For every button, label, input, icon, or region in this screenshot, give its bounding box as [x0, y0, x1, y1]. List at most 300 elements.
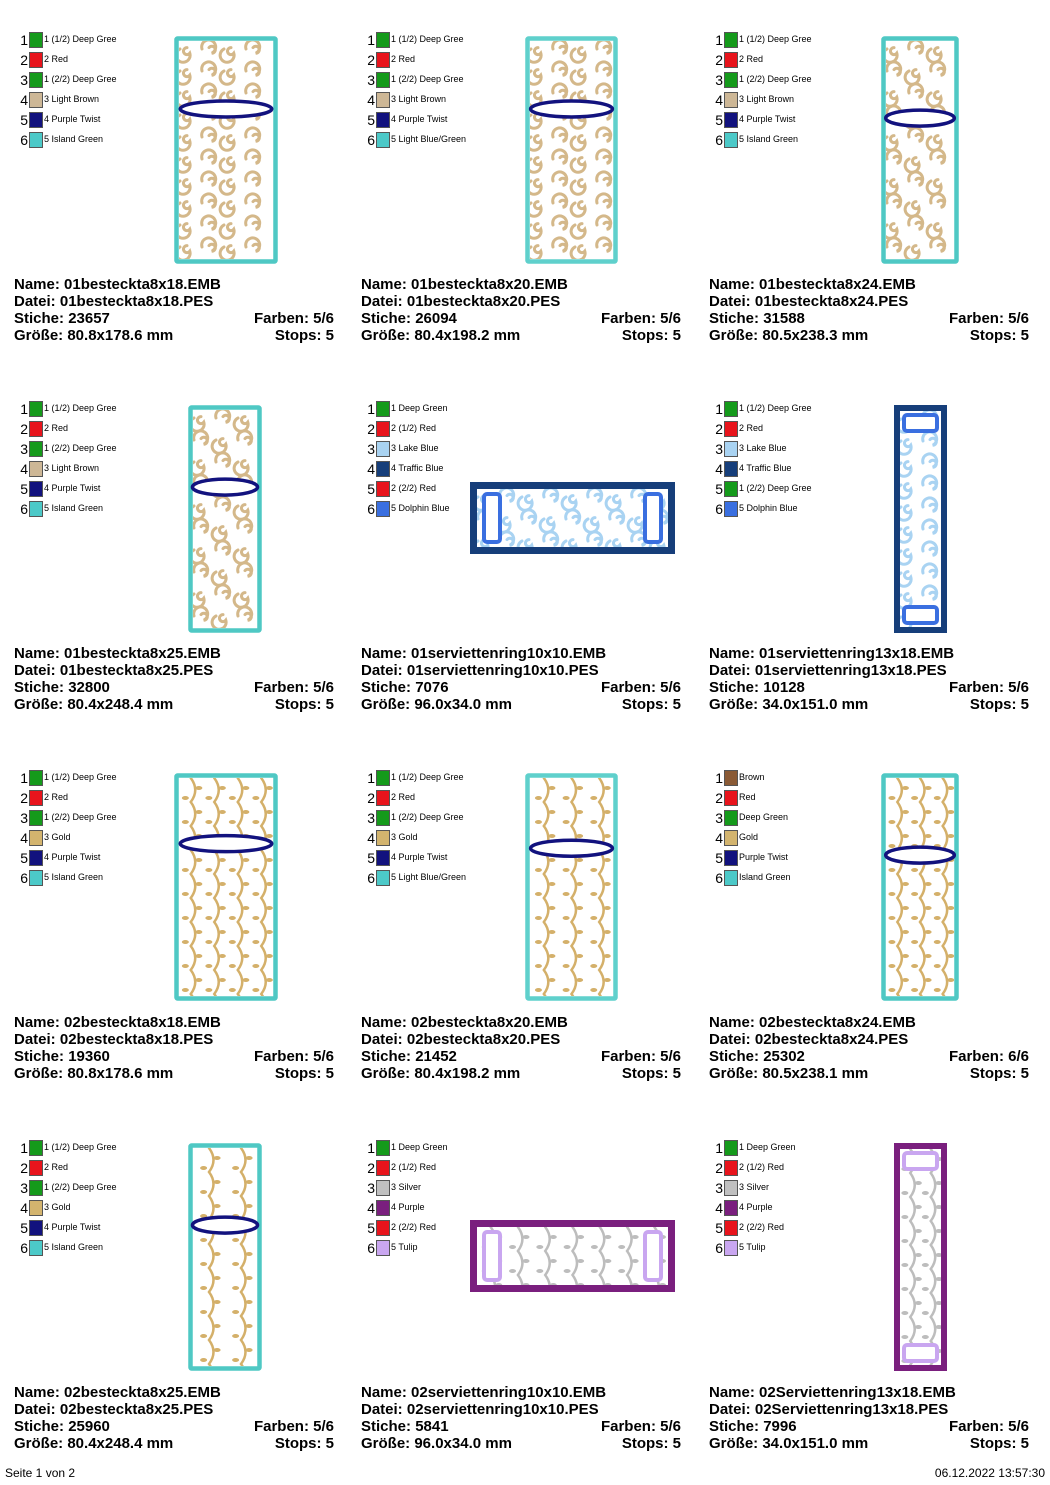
legend-row [365, 399, 515, 419]
name-label: Name: [709, 276, 755, 293]
legend-number: 4 [20, 461, 28, 477]
legend-swatch [376, 132, 390, 148]
stitch-count: 25960 [68, 1418, 110, 1435]
legend-color-name: 4 Traffic Blue [391, 463, 444, 473]
legend-number: 4 [367, 1200, 375, 1216]
legend-color-name: 3 Gold [44, 832, 71, 842]
legend-row [18, 30, 168, 50]
stop-count: 5 [325, 1065, 334, 1082]
stop-count: 5 [1020, 1065, 1029, 1082]
stitches-row [361, 1048, 681, 1065]
legend-row [18, 768, 168, 788]
legend-color-name: 1 (1/2) Deep Gree [44, 1142, 117, 1152]
stitch-count: 7996 [763, 1418, 797, 1435]
legend-number: 5 [715, 112, 723, 128]
legend-row [713, 1238, 863, 1258]
legend-color-name: 3 Light Brown [739, 94, 795, 104]
legend-number: 4 [715, 461, 723, 477]
legend-swatch [376, 501, 390, 517]
color-count: 5/6 [313, 679, 334, 696]
legend-number: 3 [20, 72, 28, 88]
legend-swatch [29, 501, 43, 517]
fill-pattern [176, 40, 260, 260]
design-file: 02serviettenring10x10.PES [406, 1401, 599, 1418]
legend-color-name: 1 (2/2) Deep Gree [44, 74, 117, 84]
legend-color-name: 2 Red [44, 1162, 69, 1172]
legend-swatch [29, 401, 43, 417]
legend-number: 5 [367, 1220, 375, 1236]
legend-row [18, 419, 168, 439]
design-info [14, 1014, 334, 1082]
legend-number: 5 [715, 481, 723, 497]
legend-swatch [376, 72, 390, 88]
name-row [14, 1384, 334, 1401]
legend-swatch [724, 1200, 738, 1216]
legend-number: 4 [367, 92, 375, 108]
design-info [709, 276, 1029, 344]
legend-number: 4 [715, 1200, 723, 1216]
legend-color-name: 5 Island Green [44, 1242, 104, 1252]
legend-swatch [376, 112, 390, 128]
color-legend [18, 399, 168, 519]
design-name: 01besteckta8x20.EMB [411, 276, 568, 293]
color-count: 5/6 [313, 1418, 334, 1435]
legend-number: 6 [20, 501, 28, 517]
fill-pattern [190, 409, 252, 629]
stitches-row [14, 1048, 334, 1065]
legend-swatch [724, 32, 738, 48]
legend-swatch [724, 132, 738, 148]
size-row [361, 1435, 681, 1452]
legend-number: 2 [20, 52, 28, 68]
design-info [361, 1014, 681, 1082]
legend-number: 1 [367, 770, 375, 786]
legend-color-name: 4 Purple Twist [44, 114, 101, 124]
legend-number: 4 [715, 92, 723, 108]
color-count: 5/6 [313, 1048, 334, 1065]
legend-color-name: 1 (2/2) Deep Gree [44, 1182, 117, 1192]
design-image [174, 773, 278, 1001]
legend-row [18, 828, 168, 848]
stops-label: Stops: [274, 327, 322, 344]
stitches-label: Stiche: [14, 1418, 65, 1435]
design-file: 01serviettenring13x18.PES [754, 662, 947, 679]
legend-swatch [29, 850, 43, 866]
legend-number: 1 [367, 1140, 375, 1156]
legend-number: 2 [20, 1160, 28, 1176]
legend-number: 6 [20, 870, 28, 886]
colors-label: Farben: [948, 1418, 1004, 1435]
design-name: 01serviettenring10x10.EMB [411, 645, 607, 662]
size-label: Größe: [709, 327, 759, 344]
design-preview [188, 405, 262, 633]
legend-swatch [29, 112, 43, 128]
name-label: Name: [361, 1384, 407, 1401]
name-label: Name: [709, 1384, 755, 1401]
legend-row [18, 399, 168, 419]
legend-color-name: 2 Red [391, 54, 416, 64]
legend-row [713, 110, 863, 130]
cutlery-ring [531, 101, 613, 117]
file-label: Datei: [361, 1031, 403, 1048]
legend-swatch [29, 1220, 43, 1236]
legend-color-name: Red [739, 792, 756, 802]
legend-color-name: 3 Light Brown [391, 94, 447, 104]
design-size: 96.0x34.0 mm [414, 696, 512, 713]
size-row [14, 1065, 334, 1082]
file-label: Datei: [14, 1031, 56, 1048]
design-card [695, 369, 1042, 738]
legend-swatch [29, 770, 43, 786]
fill-pattern [901, 1149, 942, 1365]
stitch-count: 19360 [68, 1048, 110, 1065]
design-info [14, 276, 334, 344]
design-card [347, 369, 694, 738]
legend-color-name: 2 Red [44, 423, 69, 433]
size-label: Größe: [14, 1065, 64, 1082]
design-file: 02besteckta8x20.PES [406, 1031, 561, 1048]
legend-row [713, 459, 863, 479]
design-name: 01besteckta8x18.EMB [64, 276, 221, 293]
legend-row [18, 1158, 168, 1178]
stitch-count: 32800 [68, 679, 110, 696]
legend-swatch [724, 850, 738, 866]
design-file: 02Serviettenring13x18.PES [754, 1401, 949, 1418]
stop-count: 5 [672, 327, 681, 344]
colors-label: Farben: [253, 679, 309, 696]
cutlery-ring [886, 110, 955, 126]
design-card [347, 0, 694, 369]
legend-row [365, 868, 515, 888]
legend-swatch [376, 850, 390, 866]
file-label: Datei: [709, 1401, 751, 1418]
design-file: 01besteckta8x24.PES [754, 293, 909, 310]
legend-number: 3 [20, 1180, 28, 1196]
legend-color-name: 5 Island Green [44, 872, 104, 882]
design-file: 02besteckta8x24.PES [754, 1031, 909, 1048]
legend-swatch [724, 1140, 738, 1156]
legend-row [713, 848, 863, 868]
legend-number: 4 [20, 830, 28, 846]
design-card [347, 738, 694, 1107]
stop-count: 5 [325, 1435, 334, 1452]
colors-label: Farben: [600, 310, 656, 327]
legend-color-name: 5 Light Blue/Green [391, 134, 467, 144]
stops-label: Stops: [621, 1435, 669, 1452]
design-file: 02besteckta8x25.PES [59, 1401, 214, 1418]
design-info [361, 1384, 681, 1452]
legend-row [365, 130, 515, 150]
design-preview [470, 482, 675, 554]
stitches-row [709, 310, 1029, 327]
legend-row [713, 30, 863, 50]
colors-label: Farben: [600, 1418, 656, 1435]
colors-label: Farben: [948, 679, 1004, 696]
design-preview [174, 773, 278, 1001]
legend-row [18, 50, 168, 70]
name-row [709, 1384, 1029, 1401]
stitches-row [709, 679, 1029, 696]
file-label: Datei: [361, 293, 403, 310]
legend-swatch [724, 421, 738, 437]
size-label: Größe: [709, 1435, 759, 1452]
size-label: Größe: [14, 327, 64, 344]
design-border [177, 776, 276, 999]
size-label: Größe: [709, 1065, 759, 1082]
cutlery-ring [192, 1217, 257, 1233]
legend-color-name: 5 Island Green [739, 134, 799, 144]
fill-pattern [883, 40, 945, 260]
fill-pattern [182, 778, 273, 1001]
legend-color-name: 1 Deep Green [391, 403, 448, 413]
size-label: Größe: [361, 1435, 411, 1452]
legend-swatch [724, 441, 738, 457]
legend-swatch [724, 830, 738, 846]
legend-swatch [724, 501, 738, 517]
legend-swatch [376, 1180, 390, 1196]
design-name: 01besteckta8x25.EMB [64, 645, 221, 662]
napkin-slot [645, 1232, 661, 1280]
color-legend [713, 399, 863, 519]
legend-swatch [29, 1160, 43, 1176]
color-legend [18, 1138, 168, 1258]
design-image [525, 36, 618, 264]
legend-swatch [376, 421, 390, 437]
color-legend [713, 1138, 863, 1258]
legend-color-name: 2 Red [44, 54, 69, 64]
stop-count: 5 [325, 696, 334, 713]
legend-number: 3 [715, 72, 723, 88]
design-size: 80.4x248.4 mm [67, 1435, 174, 1452]
color-count: 5/6 [1008, 310, 1029, 327]
name-row [361, 1014, 681, 1031]
legend-swatch [724, 461, 738, 477]
stops-label: Stops: [969, 696, 1017, 713]
design-info [361, 276, 681, 344]
design-info [709, 1014, 1029, 1082]
legend-swatch [724, 112, 738, 128]
legend-number: 1 [715, 770, 723, 786]
name-row [361, 1384, 681, 1401]
color-legend [713, 30, 863, 150]
legend-swatch [29, 441, 43, 457]
design-card [0, 369, 347, 738]
size-label: Größe: [361, 696, 411, 713]
legend-row [18, 848, 168, 868]
color-count: 5/6 [660, 1048, 681, 1065]
legend-color-name: 1 (2/2) Deep Gree [391, 74, 464, 84]
legend-color-name: 5 Island Green [44, 503, 104, 513]
legend-color-name: 2 (1/2) Red [391, 1162, 437, 1172]
design-size: 80.4x248.4 mm [67, 696, 174, 713]
legend-swatch [29, 132, 43, 148]
legend-number: 4 [20, 1200, 28, 1216]
size-row [361, 327, 681, 344]
legend-swatch [724, 481, 738, 497]
legend-color-name: 5 Dolphin Blue [739, 503, 798, 513]
legend-number: 5 [20, 1220, 28, 1236]
legend-number: 6 [20, 132, 28, 148]
legend-number: 2 [715, 790, 723, 806]
design-name: 02besteckta8x24.EMB [759, 1014, 916, 1031]
file-label: Datei: [709, 293, 751, 310]
legend-color-name: 3 Gold [44, 1202, 71, 1212]
name-label: Name: [709, 645, 755, 662]
file-label: Datei: [361, 1401, 403, 1418]
legend-row [18, 439, 168, 459]
file-row [14, 293, 334, 310]
design-info [709, 1384, 1029, 1452]
design-preview [188, 1143, 262, 1371]
legend-color-name: 1 Deep Green [739, 1142, 796, 1152]
color-legend [18, 30, 168, 150]
legend-color-name: 5 Tulip [391, 1242, 418, 1252]
fill-pattern [897, 410, 937, 630]
stop-count: 5 [672, 1435, 681, 1452]
legend-row [713, 1178, 863, 1198]
legend-row [713, 1198, 863, 1218]
design-image [894, 405, 947, 633]
legend-color-name: 1 (2/2) Deep Gree [739, 483, 812, 493]
legend-number: 5 [367, 112, 375, 128]
legend-color-name: Deep Green [739, 812, 789, 822]
file-row [709, 1401, 1029, 1418]
legend-number: 2 [367, 52, 375, 68]
design-info [361, 645, 681, 713]
legend-row [365, 419, 515, 439]
legend-row [18, 1218, 168, 1238]
legend-color-name: 4 Purple Twist [391, 852, 448, 862]
legend-number: 3 [367, 810, 375, 826]
legend-row [713, 130, 863, 150]
stitches-label: Stiche: [361, 1418, 412, 1435]
name-row [709, 276, 1029, 293]
legend-row [713, 788, 863, 808]
legend-color-name: 4 Purple Twist [739, 114, 796, 124]
color-legend [365, 30, 515, 150]
stitches-label: Stiche: [14, 310, 65, 327]
stop-count: 5 [672, 696, 681, 713]
legend-color-name: Gold [739, 832, 759, 842]
legend-row [365, 50, 515, 70]
legend-swatch [724, 770, 738, 786]
legend-number: 2 [715, 1160, 723, 1176]
legend-row [18, 70, 168, 90]
design-file: 02besteckta8x18.PES [59, 1031, 214, 1048]
legend-number: 5 [367, 850, 375, 866]
legend-row [18, 130, 168, 150]
legend-number: 1 [20, 401, 28, 417]
legend-swatch [724, 1160, 738, 1176]
legend-color-name: 3 Gold [391, 832, 418, 842]
stop-count: 5 [672, 1065, 681, 1082]
stitches-label: Stiche: [361, 310, 412, 327]
legend-swatch [724, 401, 738, 417]
design-name: 01serviettenring13x18.EMB [759, 645, 955, 662]
fill-pattern [888, 778, 954, 1001]
design-preview [881, 773, 959, 1001]
stop-count: 5 [1020, 327, 1029, 344]
legend-swatch [376, 461, 390, 477]
legend-swatch [376, 870, 390, 886]
legend-number: 3 [20, 441, 28, 457]
colors-label: Farben: [253, 1048, 309, 1065]
colors-label: Farben: [600, 679, 656, 696]
design-card [0, 0, 347, 369]
file-label: Datei: [14, 1401, 56, 1418]
stops-label: Stops: [274, 1065, 322, 1082]
legend-color-name: 1 (2/2) Deep Gree [44, 443, 117, 453]
legend-row [365, 110, 515, 130]
design-file: 01besteckta8x25.PES [59, 662, 214, 679]
file-label: Datei: [361, 662, 403, 679]
legend-row [713, 1218, 863, 1238]
stop-count: 5 [1020, 696, 1029, 713]
design-info [709, 645, 1029, 713]
legend-swatch [724, 810, 738, 826]
page-number: Seite 1 von 2 [5, 1466, 76, 1480]
color-legend [713, 768, 863, 888]
legend-row [365, 90, 515, 110]
legend-number: 2 [367, 421, 375, 437]
legend-number: 1 [367, 401, 375, 417]
design-preview [470, 1220, 675, 1292]
design-border [474, 1224, 672, 1289]
legend-swatch [376, 1140, 390, 1156]
design-info [14, 1384, 334, 1452]
name-row [709, 1014, 1029, 1031]
legend-row [18, 808, 168, 828]
napkin-slot [484, 494, 500, 542]
napkin-slot [904, 1153, 937, 1169]
legend-number: 5 [367, 481, 375, 497]
legend-number: 2 [715, 52, 723, 68]
legend-number: 2 [367, 1160, 375, 1176]
legend-color-name: 5 Island Green [44, 134, 104, 144]
stitch-count: 31588 [763, 310, 805, 327]
legend-number: 2 [20, 421, 28, 437]
design-card [0, 1108, 347, 1477]
legend-color-name: 1 (1/2) Deep Gree [391, 772, 464, 782]
legend-row [365, 70, 515, 90]
legend-swatch [376, 830, 390, 846]
stops-label: Stops: [274, 1435, 322, 1452]
legend-row [18, 788, 168, 808]
napkin-slot [904, 415, 937, 431]
name-label: Name: [709, 1014, 755, 1031]
cutlery-ring [531, 840, 613, 856]
stops-label: Stops: [969, 1435, 1017, 1452]
design-size: 80.8x178.6 mm [67, 327, 174, 344]
color-count: 5/6 [660, 1418, 681, 1435]
design-preview [525, 773, 618, 1001]
legend-row [713, 90, 863, 110]
legend-number: 1 [715, 401, 723, 417]
stitch-count: 5841 [415, 1418, 449, 1435]
legend-color-name: 4 Purple Twist [391, 114, 448, 124]
legend-number: 6 [20, 1240, 28, 1256]
legend-color-name: 2 (2/2) Red [739, 1222, 785, 1232]
stitch-count: 23657 [68, 310, 110, 327]
legend-number: 4 [715, 830, 723, 846]
size-row [361, 696, 681, 713]
design-card [695, 1108, 1042, 1477]
legend-color-name: 2 (2/2) Red [391, 483, 437, 493]
legend-number: 6 [367, 132, 375, 148]
legend-color-name: 2 (1/2) Red [391, 423, 437, 433]
name-row [14, 276, 334, 293]
legend-row [18, 499, 168, 519]
